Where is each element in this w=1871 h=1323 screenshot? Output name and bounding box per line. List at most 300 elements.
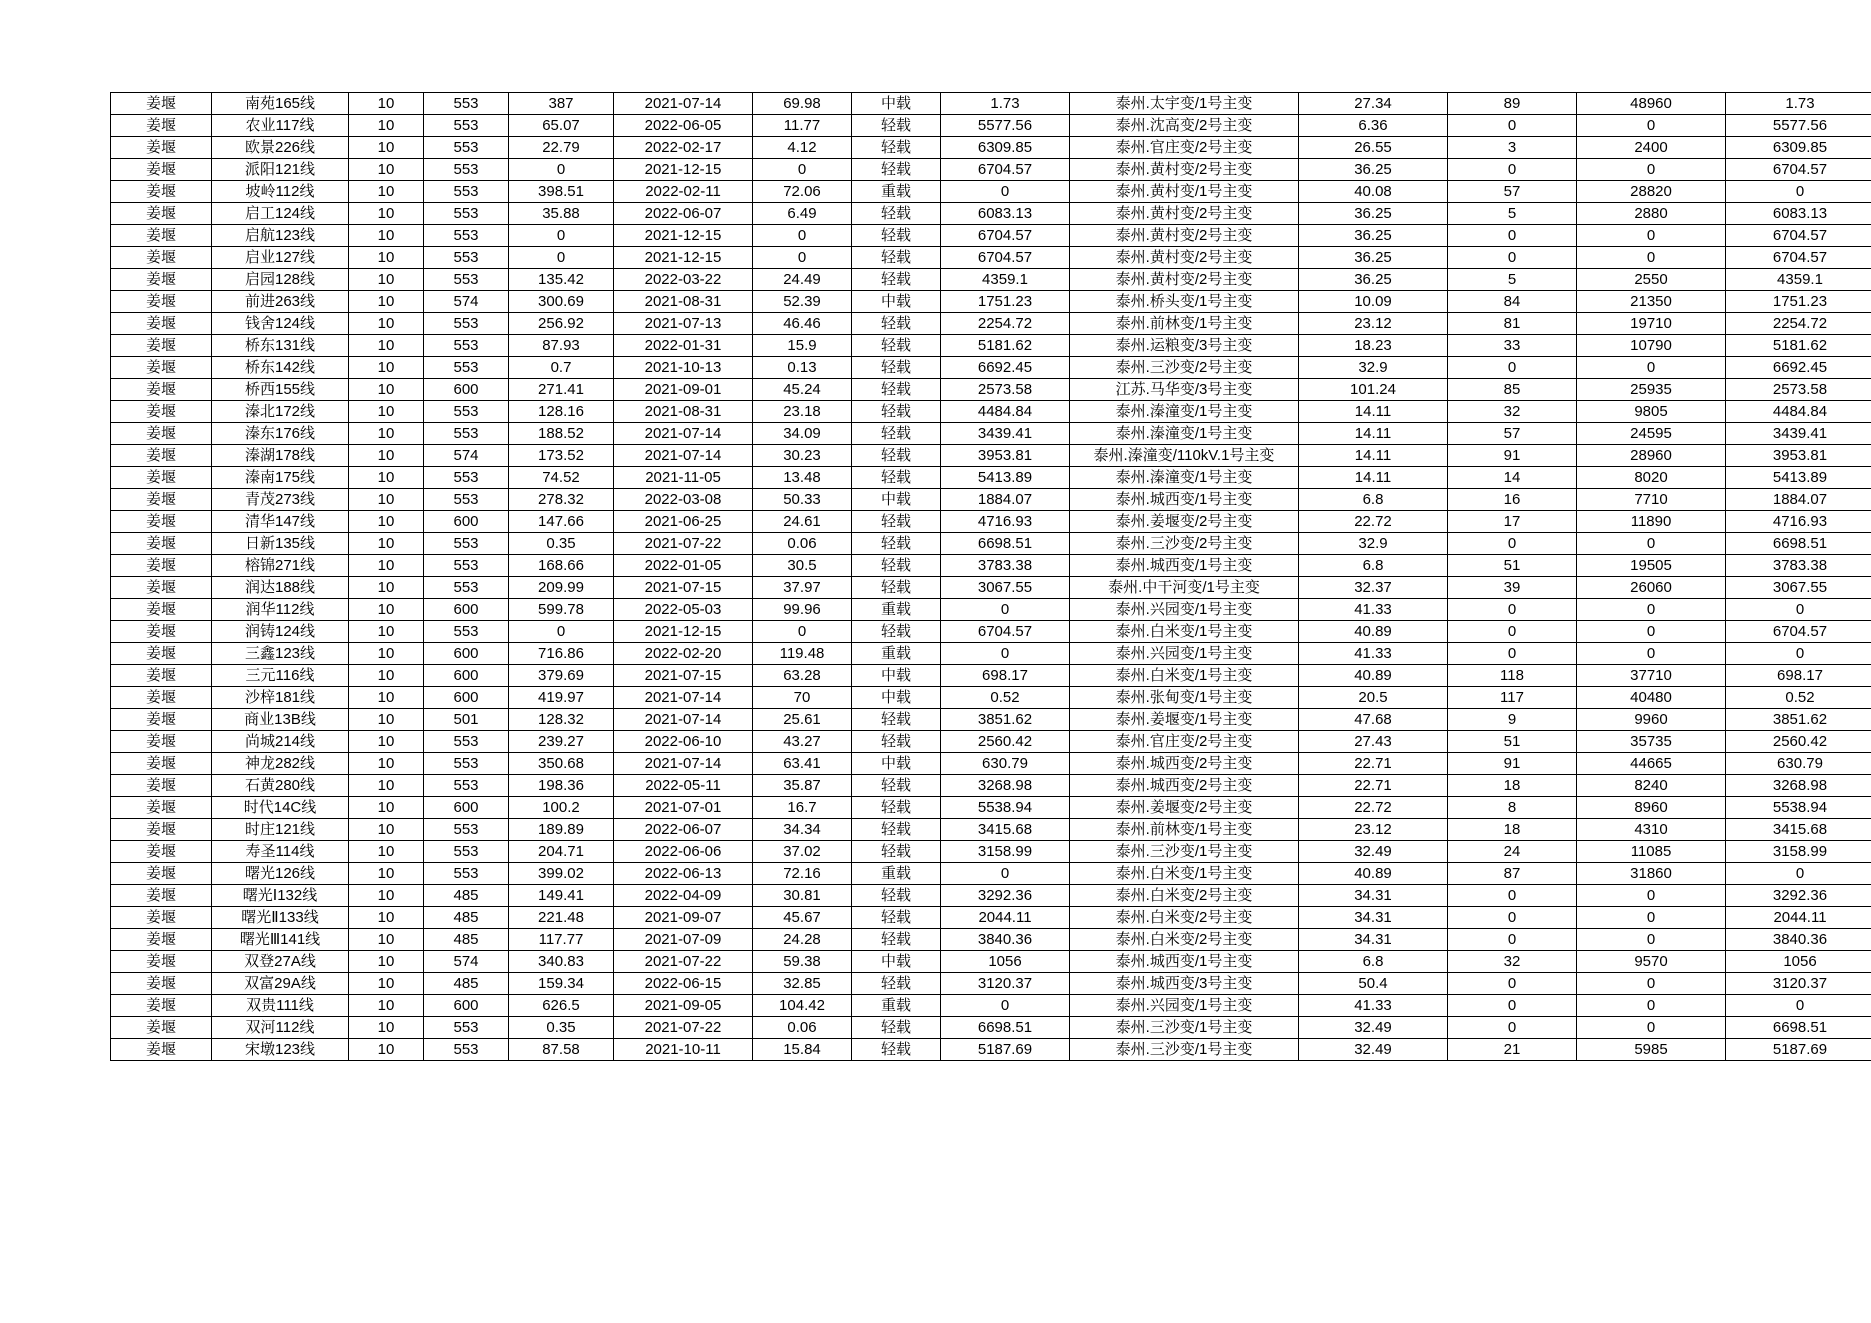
table-row bbox=[111, 357, 1871, 379]
table-cell: 2021-12-15 bbox=[614, 247, 753, 269]
table-cell: 中载 bbox=[852, 687, 941, 709]
table-cell: 轻载 bbox=[852, 555, 941, 577]
table-cell: 574 bbox=[424, 291, 509, 313]
table-cell: 10 bbox=[349, 1039, 424, 1061]
table-cell: 10 bbox=[349, 533, 424, 555]
table-cell: 青茂273线 bbox=[212, 489, 349, 511]
table-cell: 3067.55 bbox=[1726, 577, 1871, 599]
table-cell: 51 bbox=[1448, 555, 1577, 577]
table-cell: 5413.89 bbox=[1726, 467, 1871, 489]
table-cell: 5187.69 bbox=[941, 1039, 1070, 1061]
table-cell: 10 bbox=[349, 797, 424, 819]
table-cell: 14.11 bbox=[1299, 467, 1448, 489]
table-cell: 118 bbox=[1448, 665, 1577, 687]
table-cell: 姜堰 bbox=[111, 225, 212, 247]
table-cell: 600 bbox=[424, 643, 509, 665]
table-cell: 轻载 bbox=[852, 797, 941, 819]
table-cell: 19505 bbox=[1577, 555, 1726, 577]
table-cell: 姜堰 bbox=[111, 665, 212, 687]
table-cell: 84 bbox=[1448, 291, 1577, 313]
table-cell: 6309.85 bbox=[941, 137, 1070, 159]
table-cell: 43.27 bbox=[753, 731, 852, 753]
table-cell: 553 bbox=[424, 731, 509, 753]
table-row bbox=[111, 291, 1871, 313]
table-cell: 599.78 bbox=[509, 599, 614, 621]
table-cell: 0 bbox=[509, 247, 614, 269]
table-cell: 716.86 bbox=[509, 643, 614, 665]
table-cell: 37710 bbox=[1577, 665, 1726, 687]
table-cell: 173.52 bbox=[509, 445, 614, 467]
table-cell: 0 bbox=[1577, 115, 1726, 137]
table-cell: 6.49 bbox=[753, 203, 852, 225]
table-cell: 600 bbox=[424, 511, 509, 533]
table-cell: 600 bbox=[424, 599, 509, 621]
table-cell: 40480 bbox=[1577, 687, 1726, 709]
table-cell: 2022-02-20 bbox=[614, 643, 753, 665]
table-cell: 32.85 bbox=[753, 973, 852, 995]
table-row bbox=[111, 247, 1871, 269]
table-cell: 溱南175线 bbox=[212, 467, 349, 489]
table-cell: 姜堰 bbox=[111, 511, 212, 533]
table-cell: 姜堰 bbox=[111, 929, 212, 951]
table-cell: 32 bbox=[1448, 401, 1577, 423]
table-cell: 24 bbox=[1448, 841, 1577, 863]
table-cell: 泰州.运粮变/3号主变 bbox=[1070, 335, 1299, 357]
table-cell: 7710 bbox=[1577, 489, 1726, 511]
table-cell: 2021-07-14 bbox=[614, 445, 753, 467]
table-row bbox=[111, 995, 1871, 1017]
table-cell: 553 bbox=[424, 819, 509, 841]
table-cell: 0 bbox=[1577, 159, 1726, 181]
table-cell: 39 bbox=[1448, 577, 1577, 599]
table-cell: 0 bbox=[509, 225, 614, 247]
table-cell: 3292.36 bbox=[941, 885, 1070, 907]
table-cell: 重载 bbox=[852, 863, 941, 885]
table-cell: 姜堰 bbox=[111, 313, 212, 335]
table-cell: 74.52 bbox=[509, 467, 614, 489]
table-cell: 曙光Ⅲ141线 bbox=[212, 929, 349, 951]
table-cell: 0 bbox=[1726, 863, 1871, 885]
table-cell: 30.5 bbox=[753, 555, 852, 577]
table-cell: 0 bbox=[753, 159, 852, 181]
table-cell: 姜堰 bbox=[111, 203, 212, 225]
table-cell: 润达188线 bbox=[212, 577, 349, 599]
table-cell: 36.25 bbox=[1299, 203, 1448, 225]
table-cell: 87 bbox=[1448, 863, 1577, 885]
table-cell: 泰州.溱潼变/110kV.1号主变 bbox=[1070, 445, 1299, 467]
table-cell: 泰州.三沙变/1号主变 bbox=[1070, 1017, 1299, 1039]
table-row bbox=[111, 203, 1871, 225]
table-cell: 1056 bbox=[941, 951, 1070, 973]
table-cell: 启园128线 bbox=[212, 269, 349, 291]
table-cell: 2021-07-22 bbox=[614, 1017, 753, 1039]
table-cell: 姜堰 bbox=[111, 643, 212, 665]
table-cell: 2021-07-14 bbox=[614, 709, 753, 731]
table-cell: 0 bbox=[941, 643, 1070, 665]
table-cell: 江苏.马华变/3号主变 bbox=[1070, 379, 1299, 401]
table-cell: 曙光126线 bbox=[212, 863, 349, 885]
table-cell: 派阳121线 bbox=[212, 159, 349, 181]
table-cell: 溱东176线 bbox=[212, 423, 349, 445]
table-cell: 2022-02-17 bbox=[614, 137, 753, 159]
table-cell: 轻载 bbox=[852, 357, 941, 379]
table-cell: 85 bbox=[1448, 379, 1577, 401]
table-cell: 18 bbox=[1448, 819, 1577, 841]
table-cell: 2021-07-13 bbox=[614, 313, 753, 335]
table-cell: 2022-05-03 bbox=[614, 599, 753, 621]
table-cell: 10 bbox=[349, 643, 424, 665]
table-row bbox=[111, 423, 1871, 445]
table-row bbox=[111, 863, 1871, 885]
table-row bbox=[111, 313, 1871, 335]
table-cell: 轻载 bbox=[852, 1017, 941, 1039]
table-cell: 4484.84 bbox=[941, 401, 1070, 423]
table-cell: 三鑫123线 bbox=[212, 643, 349, 665]
table-cell: 3439.41 bbox=[941, 423, 1070, 445]
table-cell: 5577.56 bbox=[1726, 115, 1871, 137]
table-cell: 33 bbox=[1448, 335, 1577, 357]
table-cell: 57 bbox=[1448, 423, 1577, 445]
table-cell: 6083.13 bbox=[941, 203, 1070, 225]
table-cell: 69.98 bbox=[753, 93, 852, 115]
table-cell: 泰州.城西变/1号主变 bbox=[1070, 489, 1299, 511]
table-cell: 6704.57 bbox=[941, 159, 1070, 181]
table-cell: 2880 bbox=[1577, 203, 1726, 225]
table-cell: 34.34 bbox=[753, 819, 852, 841]
table-cell: 553 bbox=[424, 137, 509, 159]
table-cell: 0 bbox=[753, 247, 852, 269]
table-cell: 姜堰 bbox=[111, 599, 212, 621]
table-cell: 8020 bbox=[1577, 467, 1726, 489]
table-cell: 轻载 bbox=[852, 533, 941, 555]
table-cell: 30.23 bbox=[753, 445, 852, 467]
table-cell: 10790 bbox=[1577, 335, 1726, 357]
table-cell: 2254.72 bbox=[941, 313, 1070, 335]
table-cell: 15.9 bbox=[753, 335, 852, 357]
table-cell: 14.11 bbox=[1299, 401, 1448, 423]
table-cell: 399.02 bbox=[509, 863, 614, 885]
table-cell: 485 bbox=[424, 907, 509, 929]
table-cell: 553 bbox=[424, 533, 509, 555]
table-cell: 6692.45 bbox=[941, 357, 1070, 379]
table-cell: 0 bbox=[1448, 225, 1577, 247]
table-cell: 姜堰 bbox=[111, 973, 212, 995]
table-cell: 2021-07-14 bbox=[614, 687, 753, 709]
table-cell: 2021-09-01 bbox=[614, 379, 753, 401]
table-cell: 48960 bbox=[1577, 93, 1726, 115]
table-cell: 2021-08-31 bbox=[614, 291, 753, 313]
table-cell: 泰州.桥头变/1号主变 bbox=[1070, 291, 1299, 313]
table-cell: 泰州.三沙变/2号主变 bbox=[1070, 533, 1299, 555]
table-cell: 574 bbox=[424, 951, 509, 973]
table-cell: 34.09 bbox=[753, 423, 852, 445]
table-cell: 32.49 bbox=[1299, 841, 1448, 863]
table-cell: 姜堰 bbox=[111, 1017, 212, 1039]
table-cell: 轻载 bbox=[852, 335, 941, 357]
table-cell: 8 bbox=[1448, 797, 1577, 819]
table-cell: 8240 bbox=[1577, 775, 1726, 797]
table-cell: 3783.38 bbox=[941, 555, 1070, 577]
table-cell: 0 bbox=[1577, 357, 1726, 379]
table-cell: 0 bbox=[1448, 995, 1577, 1017]
table-cell: 姜堰 bbox=[111, 577, 212, 599]
table-row bbox=[111, 599, 1871, 621]
table-cell: 轻载 bbox=[852, 973, 941, 995]
table-cell: 300.69 bbox=[509, 291, 614, 313]
table-cell: 姜堰 bbox=[111, 863, 212, 885]
table-cell: 40.89 bbox=[1299, 863, 1448, 885]
table-cell: 0.35 bbox=[509, 533, 614, 555]
table-cell: 宋墩123线 bbox=[212, 1039, 349, 1061]
table-cell: 15.84 bbox=[753, 1039, 852, 1061]
table-cell: 3840.36 bbox=[941, 929, 1070, 951]
table-cell: 启工124线 bbox=[212, 203, 349, 225]
table-cell: 泰州.白米变/2号主变 bbox=[1070, 885, 1299, 907]
table-cell: 0 bbox=[1726, 643, 1871, 665]
table-cell: 10 bbox=[349, 907, 424, 929]
table-cell: 25935 bbox=[1577, 379, 1726, 401]
table-cell: 0 bbox=[509, 159, 614, 181]
table-row bbox=[111, 489, 1871, 511]
table-cell: 21350 bbox=[1577, 291, 1726, 313]
table-cell: 10 bbox=[349, 357, 424, 379]
table-cell: 1884.07 bbox=[941, 489, 1070, 511]
table-cell: 0 bbox=[941, 995, 1070, 1017]
table-cell: 姜堰 bbox=[111, 445, 212, 467]
table-cell: 630.79 bbox=[1726, 753, 1871, 775]
table-cell: 桥东131线 bbox=[212, 335, 349, 357]
table-cell: 姜堰 bbox=[111, 247, 212, 269]
table-cell: 0.35 bbox=[509, 1017, 614, 1039]
table-cell: 11890 bbox=[1577, 511, 1726, 533]
table-cell: 630.79 bbox=[941, 753, 1070, 775]
table-cell: 485 bbox=[424, 929, 509, 951]
table-cell: 6698.51 bbox=[1726, 1017, 1871, 1039]
table-cell: 3268.98 bbox=[1726, 775, 1871, 797]
table-cell: 泰州.溱潼变/1号主变 bbox=[1070, 401, 1299, 423]
table-cell: 双贵111线 bbox=[212, 995, 349, 1017]
table-cell: 10 bbox=[349, 665, 424, 687]
table-cell: 70 bbox=[753, 687, 852, 709]
table-cell: 轻载 bbox=[852, 775, 941, 797]
table-cell: 2022-06-13 bbox=[614, 863, 753, 885]
table-cell: 启航123线 bbox=[212, 225, 349, 247]
table-cell: 2022-06-07 bbox=[614, 819, 753, 841]
table-cell: 泰州.三沙变/1号主变 bbox=[1070, 1039, 1299, 1061]
table-cell: 37.97 bbox=[753, 577, 852, 599]
table-cell: 6.8 bbox=[1299, 951, 1448, 973]
table-cell: 10 bbox=[349, 181, 424, 203]
table-cell: 379.69 bbox=[509, 665, 614, 687]
table-cell: 36.25 bbox=[1299, 225, 1448, 247]
table-cell: 2021-06-25 bbox=[614, 511, 753, 533]
table-cell: 前进263线 bbox=[212, 291, 349, 313]
table-cell: 2021-07-15 bbox=[614, 665, 753, 687]
table-cell: 轻载 bbox=[852, 247, 941, 269]
table-cell: 泰州.兴园变/1号主变 bbox=[1070, 995, 1299, 1017]
table-cell: 89 bbox=[1448, 93, 1577, 115]
table-cell: 28820 bbox=[1577, 181, 1726, 203]
table-cell: 256.92 bbox=[509, 313, 614, 335]
table-cell: 0 bbox=[1448, 247, 1577, 269]
table-cell: 17 bbox=[1448, 511, 1577, 533]
table-row bbox=[111, 225, 1871, 247]
table-cell: 5577.56 bbox=[941, 115, 1070, 137]
table-row bbox=[111, 709, 1871, 731]
table-cell: 泰州.黄村变/2号主变 bbox=[1070, 269, 1299, 291]
table-cell: 2400 bbox=[1577, 137, 1726, 159]
table-cell: 159.34 bbox=[509, 973, 614, 995]
table-cell: 0 bbox=[1448, 929, 1577, 951]
table-cell: 中载 bbox=[852, 489, 941, 511]
table-cell: 重载 bbox=[852, 643, 941, 665]
table-row bbox=[111, 643, 1871, 665]
table-cell: 27.43 bbox=[1299, 731, 1448, 753]
table-row bbox=[111, 819, 1871, 841]
table-cell: 6309.85 bbox=[1726, 137, 1871, 159]
table-cell: 6704.57 bbox=[941, 225, 1070, 247]
table-cell: 2021-07-09 bbox=[614, 929, 753, 951]
table-cell: 2022-03-22 bbox=[614, 269, 753, 291]
table-cell: 3120.37 bbox=[941, 973, 1070, 995]
table-cell: 0.52 bbox=[941, 687, 1070, 709]
table-cell: 石黄280线 bbox=[212, 775, 349, 797]
table-cell: 中载 bbox=[852, 291, 941, 313]
table-cell: 6698.51 bbox=[941, 1017, 1070, 1039]
table-cell: 2022-04-09 bbox=[614, 885, 753, 907]
table-cell: 553 bbox=[424, 1017, 509, 1039]
table-cell: 6704.57 bbox=[1726, 621, 1871, 643]
table-cell: 轻载 bbox=[852, 1039, 941, 1061]
table-cell: 商业13B线 bbox=[212, 709, 349, 731]
table-cell: 24595 bbox=[1577, 423, 1726, 445]
table-cell: 0 bbox=[1448, 621, 1577, 643]
table-cell: 23.18 bbox=[753, 401, 852, 423]
table-cell: 5187.69 bbox=[1726, 1039, 1871, 1061]
table-cell: 姜堰 bbox=[111, 885, 212, 907]
table-cell: 0 bbox=[1448, 907, 1577, 929]
table-cell: 47.68 bbox=[1299, 709, 1448, 731]
table-cell: 278.32 bbox=[509, 489, 614, 511]
table-cell: 轻载 bbox=[852, 885, 941, 907]
table-cell: 10 bbox=[349, 489, 424, 511]
table-cell: 2022-06-10 bbox=[614, 731, 753, 753]
table-cell: 18.23 bbox=[1299, 335, 1448, 357]
table-cell: 22.72 bbox=[1299, 797, 1448, 819]
table-cell: 2021-07-14 bbox=[614, 423, 753, 445]
table-cell: 3415.68 bbox=[1726, 819, 1871, 841]
table-cell: 泰州.官庄变/2号主变 bbox=[1070, 731, 1299, 753]
table-row bbox=[111, 621, 1871, 643]
table-cell: 2022-01-31 bbox=[614, 335, 753, 357]
table-cell: 41.33 bbox=[1299, 995, 1448, 1017]
table-cell: 626.5 bbox=[509, 995, 614, 1017]
table-cell: 泰州.张甸变/1号主变 bbox=[1070, 687, 1299, 709]
table-cell: 0.52 bbox=[1726, 687, 1871, 709]
table-cell: 419.97 bbox=[509, 687, 614, 709]
table-cell: 57 bbox=[1448, 181, 1577, 203]
table-cell: 600 bbox=[424, 665, 509, 687]
table-cell: 泰州.姜堰变/2号主变 bbox=[1070, 511, 1299, 533]
table-cell: 10 bbox=[349, 973, 424, 995]
table-cell: 3783.38 bbox=[1726, 555, 1871, 577]
table-cell: 2254.72 bbox=[1726, 313, 1871, 335]
table-cell: 重载 bbox=[852, 995, 941, 1017]
table-cell: 23.12 bbox=[1299, 313, 1448, 335]
table-row bbox=[111, 841, 1871, 863]
table-cell: 4359.1 bbox=[941, 269, 1070, 291]
table-cell: 轻载 bbox=[852, 841, 941, 863]
table-cell: 姜堰 bbox=[111, 291, 212, 313]
table-cell: 坡岭112线 bbox=[212, 181, 349, 203]
table-cell: 46.46 bbox=[753, 313, 852, 335]
table-cell: 18 bbox=[1448, 775, 1577, 797]
table-row bbox=[111, 1017, 1871, 1039]
table-cell: 10 bbox=[349, 511, 424, 533]
table-cell: 2022-06-07 bbox=[614, 203, 753, 225]
table-cell: 0 bbox=[1448, 115, 1577, 137]
table-cell: 2022-02-11 bbox=[614, 181, 753, 203]
table-row bbox=[111, 929, 1871, 951]
table-cell: 0 bbox=[1577, 533, 1726, 555]
table-cell: 41.33 bbox=[1299, 643, 1448, 665]
table-cell: 4716.93 bbox=[941, 511, 1070, 533]
table-cell: 神龙282线 bbox=[212, 753, 349, 775]
table-cell: 10 bbox=[349, 291, 424, 313]
table-cell: 重载 bbox=[852, 181, 941, 203]
table-cell: 2021-09-07 bbox=[614, 907, 753, 929]
table-cell: 239.27 bbox=[509, 731, 614, 753]
table-cell: 轻载 bbox=[852, 709, 941, 731]
table-cell: 553 bbox=[424, 775, 509, 797]
table-cell: 10 bbox=[349, 885, 424, 907]
table-cell: 3292.36 bbox=[1726, 885, 1871, 907]
table-cell: 553 bbox=[424, 203, 509, 225]
table-cell: 553 bbox=[424, 335, 509, 357]
table-cell: 2021-07-15 bbox=[614, 577, 753, 599]
table-cell: 99.96 bbox=[753, 599, 852, 621]
table-row bbox=[111, 753, 1871, 775]
table-cell: 9805 bbox=[1577, 401, 1726, 423]
table-cell: 泰州.前林变/1号主变 bbox=[1070, 819, 1299, 841]
table-cell: 6704.57 bbox=[1726, 159, 1871, 181]
table-cell: 9570 bbox=[1577, 951, 1726, 973]
table-cell: 姜堰 bbox=[111, 159, 212, 181]
table-cell: 姜堰 bbox=[111, 93, 212, 115]
table-cell: 4484.84 bbox=[1726, 401, 1871, 423]
table-cell: 姜堰 bbox=[111, 1039, 212, 1061]
table-cell: 28960 bbox=[1577, 445, 1726, 467]
table-cell: 2021-12-15 bbox=[614, 621, 753, 643]
table-cell: 2021-07-01 bbox=[614, 797, 753, 819]
table-cell: 0 bbox=[753, 225, 852, 247]
table-cell: 10 bbox=[349, 577, 424, 599]
table-cell: 10 bbox=[349, 159, 424, 181]
table-cell: 198.36 bbox=[509, 775, 614, 797]
table-cell: 3158.99 bbox=[941, 841, 1070, 863]
table-cell: 9960 bbox=[1577, 709, 1726, 731]
table-cell: 姜堰 bbox=[111, 115, 212, 137]
table-cell: 0 bbox=[1448, 885, 1577, 907]
table-cell: 10 bbox=[349, 203, 424, 225]
table-cell: 553 bbox=[424, 401, 509, 423]
table-cell: 姜堰 bbox=[111, 775, 212, 797]
table-cell: 50.4 bbox=[1299, 973, 1448, 995]
table-cell: 2573.58 bbox=[941, 379, 1070, 401]
table-cell: 10 bbox=[349, 269, 424, 291]
table-cell: 26.55 bbox=[1299, 137, 1448, 159]
table-cell: 时庄121线 bbox=[212, 819, 349, 841]
